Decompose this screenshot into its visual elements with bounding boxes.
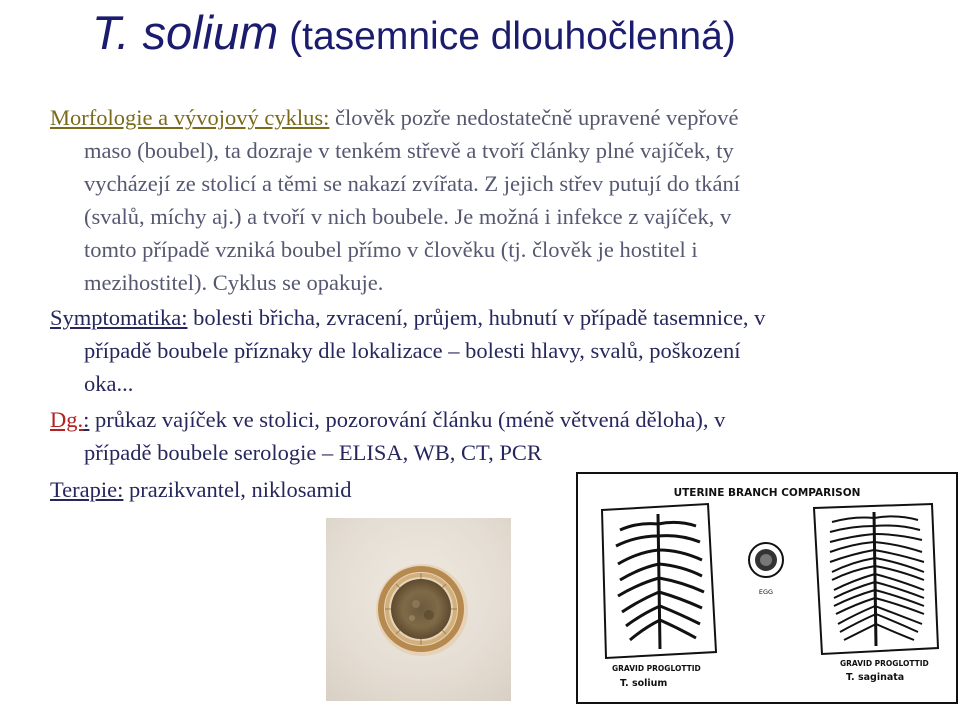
egg-label: EGG [758,588,774,596]
right-species: T. saginata [846,672,905,683]
egg-drawing [749,543,783,577]
left-species: T. solium [620,678,668,689]
symptoms-line-3: oka... [84,371,134,396]
symptoms-label: Symptomatika: [50,305,188,330]
morphology-line-3: vycházejí ze stolicí a těmi se nakazí zvířata. Z jejich střev putují do tkání [84,171,741,196]
t-solium-proglottid [602,504,716,658]
therapy-line: Terapie: prazikvantel, niklosamid [50,477,352,502]
figure-heading: UTERINE BRANCH COMPARISON [673,487,861,499]
morphology-line-4: (svalů, míchy aj.) a tvoří v nich boubele. Je možná i infekce z vajíček, v [84,204,732,229]
title-species: T. solium [92,6,279,59]
t-saginata-proglottid [814,504,938,654]
morphology-line-2: maso (boubel), ta dozraje v tenkém střevě a tvoří články plné vajíček, ty [84,138,734,163]
symptoms-line-2: případě boubele příznaky dle lokalizace – bolesti hlavy, svalů, poškození [84,338,741,363]
egg-micrograph-image [326,518,511,701]
left-caption: GRAVID PROGLOTTID [612,664,701,673]
morphology-line-6: mezihostitel). Cyklus se opakuje. [84,270,384,295]
title-common-name: (tasemnice dlouhočlenná) [278,15,736,58]
symptoms-line-1: Symptomatika: bolesti břicha, zvracení, průjem, hubnutí v případě tasemnice, v [50,305,766,330]
therapy-label: Terapie: [50,477,124,502]
morphology-line-1: Morfologie a vývojový cyklus: člověk pozře nedostatečně upravené vepřové [50,105,739,130]
diagnosis-line-1: Dg.: průkaz vajíček ve stolici, pozorování článku (méně větvená děloha), v [50,407,726,432]
morphology-line-5: tomto případě vzniká boubel přímo v člověku (tj. člověk je hostitel i [84,237,698,262]
uterine-branch-figure [576,472,958,704]
right-caption: GRAVID PROGLOTTID [840,659,929,668]
egg-micrograph [326,518,511,701]
morphology-label: Morfologie a vývojový cyklus: [50,105,330,130]
uterine-branch-drawing [578,474,956,702]
diagnosis-line-2: případě boubele serologie – ELISA, WB, CT, PCR [84,440,542,465]
diagnosis-label: Dg. [50,407,84,432]
